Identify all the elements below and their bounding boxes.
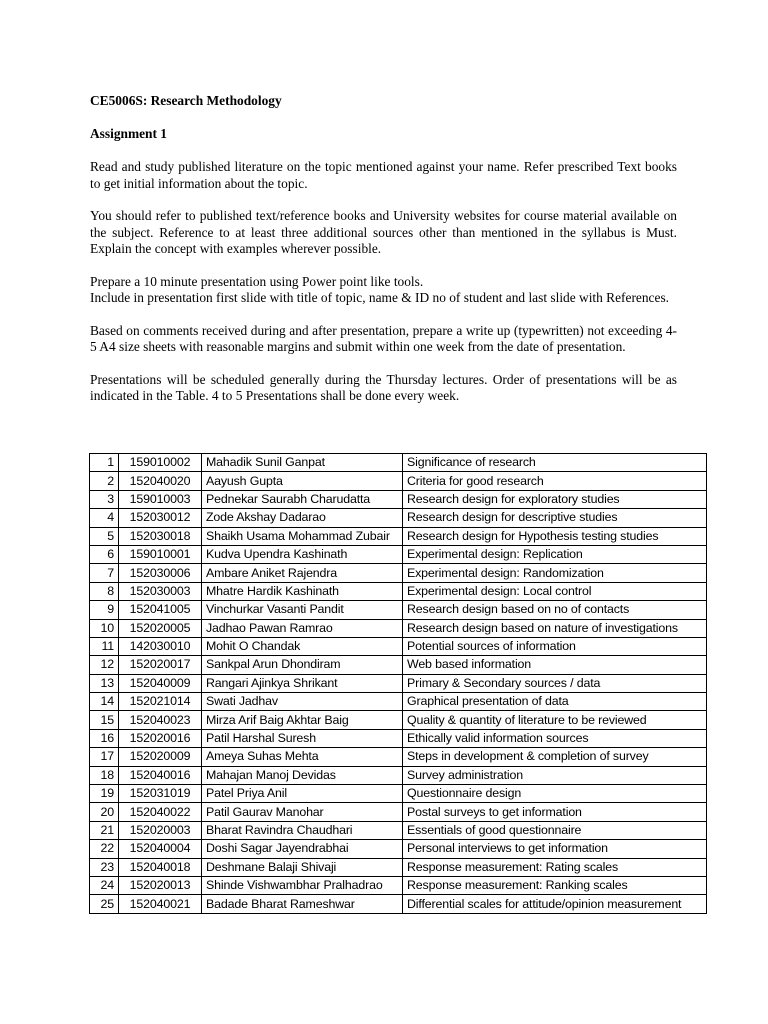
student-id: 152030018 (119, 527, 202, 545)
schedule-table-body (90, 454, 707, 914)
student-name: Patil Gaurav Manohar (202, 803, 403, 821)
presentation-topic: Essentials of good questionnaire (403, 821, 707, 839)
row-number: 24 (90, 876, 119, 894)
student-id: 152040016 (119, 766, 202, 784)
student-name: Vinchurkar Vasanti Pandit (202, 601, 403, 619)
student-name: Rangari Ajinkya Shrikant (202, 674, 403, 692)
student-name: Aayush Gupta (202, 472, 403, 490)
student-id: 152030003 (119, 582, 202, 600)
row-number: 17 (90, 748, 119, 766)
student-id: 152020017 (119, 656, 202, 674)
presentation-topic: Personal interviews to get information (403, 840, 707, 858)
presentation-topic: Experimental design: Local control (403, 582, 707, 600)
presentation-topic: Response measurement: Ranking scales (403, 876, 707, 894)
student-id: 159010002 (119, 454, 202, 472)
table-row (90, 545, 707, 563)
student-id: 152021014 (119, 693, 202, 711)
student-id: 152040009 (119, 674, 202, 692)
table-row (90, 766, 707, 784)
student-id: 152031019 (119, 785, 202, 803)
student-id: 152020013 (119, 876, 202, 894)
table-row (90, 509, 707, 527)
student-name: Zode Akshay Dadarao (202, 509, 403, 527)
paragraph-instructions-references: You should refer to published text/reference books and University websites for course material available on the subject. Reference to at least three additional sources other than mentioned in the syllabus is Must. Explain the concept with examples wherever possible. (90, 208, 677, 256)
student-name: Patil Harshal Suresh (202, 729, 403, 747)
student-name: Mhatre Hardik Kashinath (202, 582, 403, 600)
paragraph-schedule: Presentations will be scheduled generally during the Thursday lectures. Order of presentations will be as indicated in the Table. 4 to 5 Presentations shall be done every week. (90, 371, 677, 403)
student-id: 152020003 (119, 821, 202, 839)
table-row (90, 748, 707, 766)
student-name: Bharat Ravindra Chaudhari (202, 821, 403, 839)
row-number: 18 (90, 766, 119, 784)
row-number: 3 (90, 490, 119, 508)
table-row (90, 711, 707, 729)
row-number: 13 (90, 674, 119, 692)
student-id: 152020005 (119, 619, 202, 637)
row-number: 2 (90, 472, 119, 490)
student-id: 152041005 (119, 601, 202, 619)
presentation-topic: Quality & quantity of literature to be reviewed (403, 711, 707, 729)
row-number: 11 (90, 637, 119, 655)
assignment-title: Assignment 1 (90, 126, 168, 141)
table-row (90, 637, 707, 655)
paragraph-presentation-length: Prepare a 10 minute presentation using Power point like tools. (90, 273, 424, 289)
presentation-topic: Experimental design: Randomization (403, 564, 707, 582)
student-name: Patel Priya Anil (202, 785, 403, 803)
student-id: 152030012 (119, 509, 202, 527)
paragraph-write-up: Based on comments received during and after presentation, prepare a write up (typewritten) not exceeding 4-5 A4 size sheets with reasonable margins and submit within one week from the date of presentation. (90, 322, 677, 354)
presentation-topic: Research design for descriptive studies (403, 509, 707, 527)
table-row (90, 785, 707, 803)
table-row (90, 858, 707, 876)
student-name: Badade Bharat Rameshwar (202, 895, 403, 913)
presentation-topic: Research design for Hypothesis testing studies (403, 527, 707, 545)
row-number: 8 (90, 582, 119, 600)
student-id: 152040004 (119, 840, 202, 858)
table-row (90, 454, 707, 472)
presentation-schedule-table (89, 453, 707, 914)
student-name: Kudva Upendra Kashinath (202, 545, 403, 563)
document-body (90, 92, 677, 405)
student-id: 159010001 (119, 545, 202, 563)
row-number: 14 (90, 693, 119, 711)
presentation-topic: Criteria for good research (403, 472, 707, 490)
table-row (90, 619, 707, 637)
table-row (90, 601, 707, 619)
table-row (90, 840, 707, 858)
student-id: 152020009 (119, 748, 202, 766)
presentation-topic: Web based information (403, 656, 707, 674)
presentation-topic: Potential sources of information (403, 637, 707, 655)
row-number: 19 (90, 785, 119, 803)
row-number: 5 (90, 527, 119, 545)
presentation-topic: Graphical presentation of data (403, 693, 707, 711)
table-row (90, 729, 707, 747)
table-row (90, 564, 707, 582)
table-row (90, 895, 707, 913)
student-name: Mahajan Manoj Devidas (202, 766, 403, 784)
student-name: Shinde Vishwambhar Pralhadrao (202, 876, 403, 894)
student-name: Swati Jadhav (202, 693, 403, 711)
table-row (90, 656, 707, 674)
student-id: 152020016 (119, 729, 202, 747)
student-id: 152040022 (119, 803, 202, 821)
presentation-topic: Experimental design: Replication (403, 545, 707, 563)
row-number: 1 (90, 454, 119, 472)
paragraph-instructions-read: Read and study published literature on the topic mentioned against your name. Refer prescribed Text books to get initial information about the topic. (90, 159, 677, 191)
presentation-topic: Research design based on nature of investigations (403, 619, 707, 637)
course-title: CE5006S: Research Methodology (90, 93, 282, 108)
student-name: Mohit O Chandak (202, 637, 403, 655)
presentation-topic: Questionnaire design (403, 785, 707, 803)
row-number: 16 (90, 729, 119, 747)
student-id: 152040021 (119, 895, 202, 913)
student-name: Sankpal Arun Dhondiram (202, 656, 403, 674)
row-number: 15 (90, 711, 119, 729)
student-name: Mirza Arif Baig Akhtar Baig (202, 711, 403, 729)
row-number: 4 (90, 509, 119, 527)
presentation-topic: Primary & Secondary sources / data (403, 674, 707, 692)
presentation-topic: Response measurement: Rating scales (403, 858, 707, 876)
student-name: Pednekar Saurabh Charudatta (202, 490, 403, 508)
table-row (90, 582, 707, 600)
row-number: 12 (90, 656, 119, 674)
student-name: Deshmane Balaji Shivaji (202, 858, 403, 876)
row-number: 20 (90, 803, 119, 821)
presentation-topic: Postal surveys to get information (403, 803, 707, 821)
student-id: 152030006 (119, 564, 202, 582)
presentation-topic: Significance of research (403, 454, 707, 472)
table-row (90, 527, 707, 545)
table-row (90, 821, 707, 839)
table-row (90, 490, 707, 508)
student-name: Mahadik Sunil Ganpat (202, 454, 403, 472)
student-name: Ambare Aniket Rajendra (202, 564, 403, 582)
presentation-topic: Ethically valid information sources (403, 729, 707, 747)
row-number: 7 (90, 564, 119, 582)
student-id: 152040018 (119, 858, 202, 876)
presentation-topic: Survey administration (403, 766, 707, 784)
row-number: 22 (90, 840, 119, 858)
student-name: Doshi Sagar Jayendrabhai (202, 840, 403, 858)
student-name: Shaikh Usama Mohammad Zubair (202, 527, 403, 545)
table-row (90, 674, 707, 692)
row-number: 6 (90, 545, 119, 563)
student-id: 152040023 (119, 711, 202, 729)
row-number: 21 (90, 821, 119, 839)
student-id: 142030010 (119, 637, 202, 655)
table-row (90, 472, 707, 490)
paragraph-presentation-slides: Include in presentation first slide with title of topic, name & ID no of student and last slide with References. (90, 290, 670, 305)
presentation-topic: Research design based on no of contacts (403, 601, 707, 619)
student-name: Ameya Suhas Mehta (202, 748, 403, 766)
row-number: 9 (90, 601, 119, 619)
row-number: 23 (90, 858, 119, 876)
student-id: 152040020 (119, 472, 202, 490)
student-name: Jadhao Pawan Ramrao (202, 619, 403, 637)
row-number: 25 (90, 895, 119, 913)
row-number: 10 (90, 619, 119, 637)
presentation-topic: Differential scales for attitude/opinion measurement (403, 895, 707, 913)
table-row (90, 876, 707, 894)
table-row (90, 693, 707, 711)
student-id: 159010003 (119, 490, 202, 508)
presentation-topic: Steps in development & completion of survey (403, 748, 707, 766)
table-row (90, 803, 707, 821)
presentation-topic: Research design for exploratory studies (403, 490, 707, 508)
